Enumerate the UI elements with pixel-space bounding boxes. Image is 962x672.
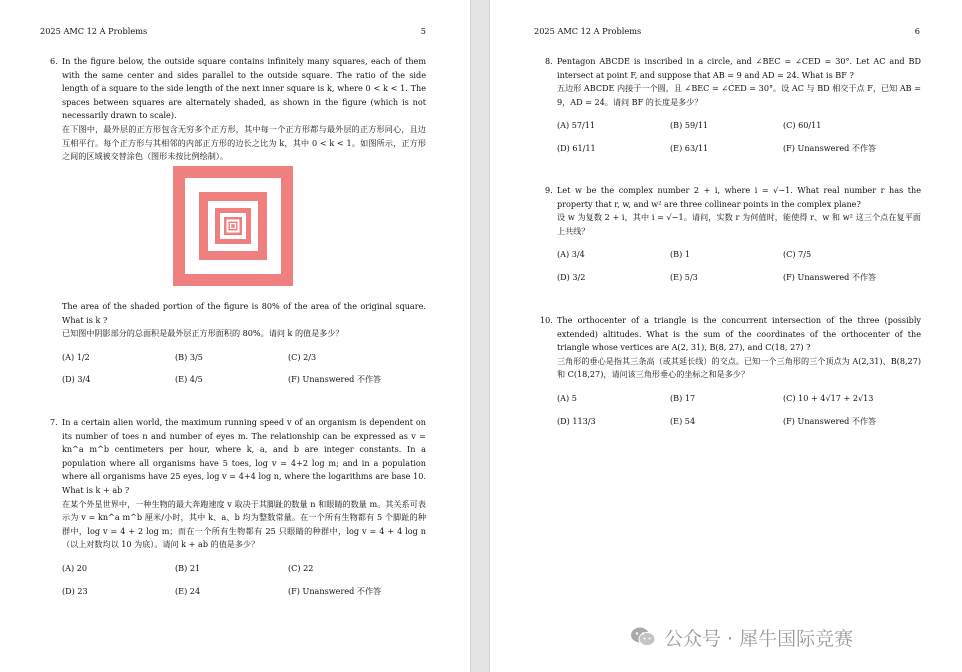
- problem-6: [50, 55, 426, 164]
- problem-text-en: The orthocenter of a triangle is the concurrent intersection of the three (possibly extended) altitudes. What is the sum of the coordinates of the orthocenter of the triangle whose vertices are A(2, 31), B(8, 27), and C(18, 27) ?: [557, 315, 921, 353]
- choice-e[interactable]: (E) 4/5: [175, 374, 203, 385]
- choice-b[interactable]: (B) 17: [670, 392, 696, 403]
- choice-a[interactable]: (A) 57/11: [557, 120, 596, 131]
- problem-7: [50, 416, 426, 598]
- page-header-title: 2025 AMC 12 A Problems: [40, 26, 148, 36]
- problem-text-zh: 五边形 ABCDE 内接于一个圆，且 ∠BEC = ∠CED = 30°。设 AC 与 BD 相交于点 F，已知 AB = 9，AD = 24。请问 BF 的长度是多少？: [557, 83, 921, 107]
- choice-a[interactable]: (A) 3/4: [557, 249, 585, 260]
- choice-f[interactable]: (F) Unanswered 不作答: [783, 415, 877, 426]
- problem-text-en: The area of the shaded portion of the figure is 80% of the area of the original square. What is k ?: [62, 301, 426, 325]
- choice-c[interactable]: (C) 22: [288, 562, 314, 573]
- problem-9: [545, 184, 921, 285]
- problem-text-en: In the figure below, the outside square contains infinitely many squares, each of them with the same center and sides parallel to the outside square. The ratio of the side length of a square to the side length of the next inner square is k, where 0 < k < 1. The spaces between squares are alternately shaded, as shown in the figure (which is not necessarily drawn to scale).: [62, 56, 426, 121]
- problem-number: 7.: [50, 417, 58, 427]
- answer-choices: [62, 351, 426, 387]
- wechat-icon: [630, 626, 656, 648]
- nested-squares-figure: [173, 166, 293, 286]
- answer-choices: [557, 119, 921, 155]
- choice-d[interactable]: (D) 23: [62, 585, 88, 596]
- problem-text-zh: 三角形的垂心是指其三条高（或其延长线）的交点。已知一个三角形的三个顶点为 A(2,31)、B(8,27) 和 C(18,27)，请问该三角形垂心的坐标之和是多少？: [557, 355, 921, 380]
- choice-d[interactable]: (D) 61/11: [557, 142, 596, 153]
- watermark: [630, 622, 940, 652]
- choice-e[interactable]: (E) 63/11: [670, 142, 709, 153]
- problem-text-zh: 在下图中，最外层的正方形包含无穷多个正方形，其中每一个正方形都与最外层的正方形同心，且边互相平行。每个正方形与其相邻的内部正方形的边长之比为 k，其中 0 < k < 1。如图所示，正方形之间的区域被交替涂色（图形未按比例绘制）。: [62, 123, 426, 162]
- watermark-text: 公众号 · 犀牛国际竞赛: [664, 627, 854, 650]
- choice-c[interactable]: (C) 7/5: [783, 249, 812, 260]
- problem-number: 9.: [545, 185, 553, 195]
- problem-number: 8.: [545, 56, 553, 66]
- choice-e[interactable]: (E) 54: [670, 415, 696, 426]
- problem-number: 6.: [50, 56, 58, 66]
- choice-f[interactable]: (F) Unanswered 不作答: [783, 271, 877, 282]
- answer-choices: [62, 562, 426, 598]
- problem-text-zh: 在某个外星世界中，一种生物的最大奔跑速度 v 取决于其脚趾的数量 n 和眼睛的数量 m。其关系可表示为 v = kn^a m^b 厘米/小时，其中 k、a、b 均为整数常量。在一个所有生物都有 5 个脚趾的种群中，log v = 4 + 2 log m；而在一个所有生物都有 25 只眼睛的种群中，log v = 4 + 4 log n（以上对数均以 10 为底）。请问 k + ab 的值是多少？: [62, 498, 426, 550]
- choice-a[interactable]: (A) 5: [557, 392, 577, 403]
- choice-b[interactable]: (B) 1: [670, 249, 690, 260]
- choice-f[interactable]: (F) Unanswered 不作答: [288, 374, 382, 385]
- choice-a[interactable]: (A) 20: [62, 562, 88, 573]
- choice-c[interactable]: (C) 2/3: [288, 351, 317, 362]
- problem-text-zh: 已知图中阴影部分的总面积是最外层正方形面积的 80%。请问 k 的值是多少？: [62, 328, 344, 339]
- choice-b[interactable]: (B) 59/11: [670, 120, 709, 131]
- choice-d[interactable]: (D) 113/3: [557, 415, 596, 426]
- choice-f[interactable]: (F) Unanswered 不作答: [288, 585, 382, 596]
- problem-number: 10.: [540, 315, 553, 325]
- answer-choices: [557, 392, 921, 428]
- choice-d[interactable]: (D) 3/2: [557, 271, 586, 282]
- choice-c[interactable]: (C) 10 + 4√17 + 2√13: [783, 392, 874, 403]
- problem-text-en: In a certain alien world, the maximum running speed v of an organism is dependent on its number of toes n and number of eyes m. The relationship can be expressed as v = kn^a m^b centimeters per hour, where k, a, and b are integer constants. In a population where all organisms have 5 toes, log v = 4+2 log m; and in a population where all organisms have 25 eyes, log v = 4+4 log n, where the logarithms are base 10. What is k + ab ?: [62, 417, 426, 495]
- problem-10: [540, 314, 921, 428]
- answer-choices: [557, 248, 921, 284]
- choice-c[interactable]: (C) 60/11: [783, 120, 822, 131]
- problem-text-en: Pentagon ABCDE is inscribed in a circle, and ∠BEC = ∠CED = 30°. Let AC and BD intersect at point F, and suppose that AB = 9 and AD = 24. What is BF ?: [557, 56, 921, 80]
- choice-d[interactable]: (D) 3/4: [62, 374, 91, 385]
- problem-text-en: Let w be the complex number 2 + i, where i = √−1. What real number r has the property that r, w, and w² are three collinear points in the complex plane?: [557, 185, 921, 209]
- choice-e[interactable]: (E) 5/3: [670, 271, 698, 282]
- choice-b[interactable]: (B) 3/5: [175, 351, 203, 362]
- page-gutter: [470, 0, 490, 672]
- problem-text-zh: 设 w 为复数 2 + i，其中 i = √−1。请问，实数 r 为何值时，能使得 r、w 和 w² 这三个点在复平面上共线？: [557, 212, 921, 236]
- right-page: [490, 0, 962, 672]
- left-page: [0, 0, 470, 672]
- choice-e[interactable]: (E) 24: [175, 585, 201, 596]
- page-number: 5: [420, 26, 426, 36]
- choice-a[interactable]: (A) 1/2: [62, 351, 90, 362]
- choice-b[interactable]: (B) 21: [175, 562, 201, 573]
- page-number: 6: [914, 26, 920, 36]
- problem-8: [545, 55, 921, 156]
- problem-6-question: [62, 300, 426, 387]
- page-header-title: 2025 AMC 12 A Problems: [534, 26, 642, 36]
- choice-f[interactable]: (F) Unanswered 不作答: [783, 142, 877, 153]
